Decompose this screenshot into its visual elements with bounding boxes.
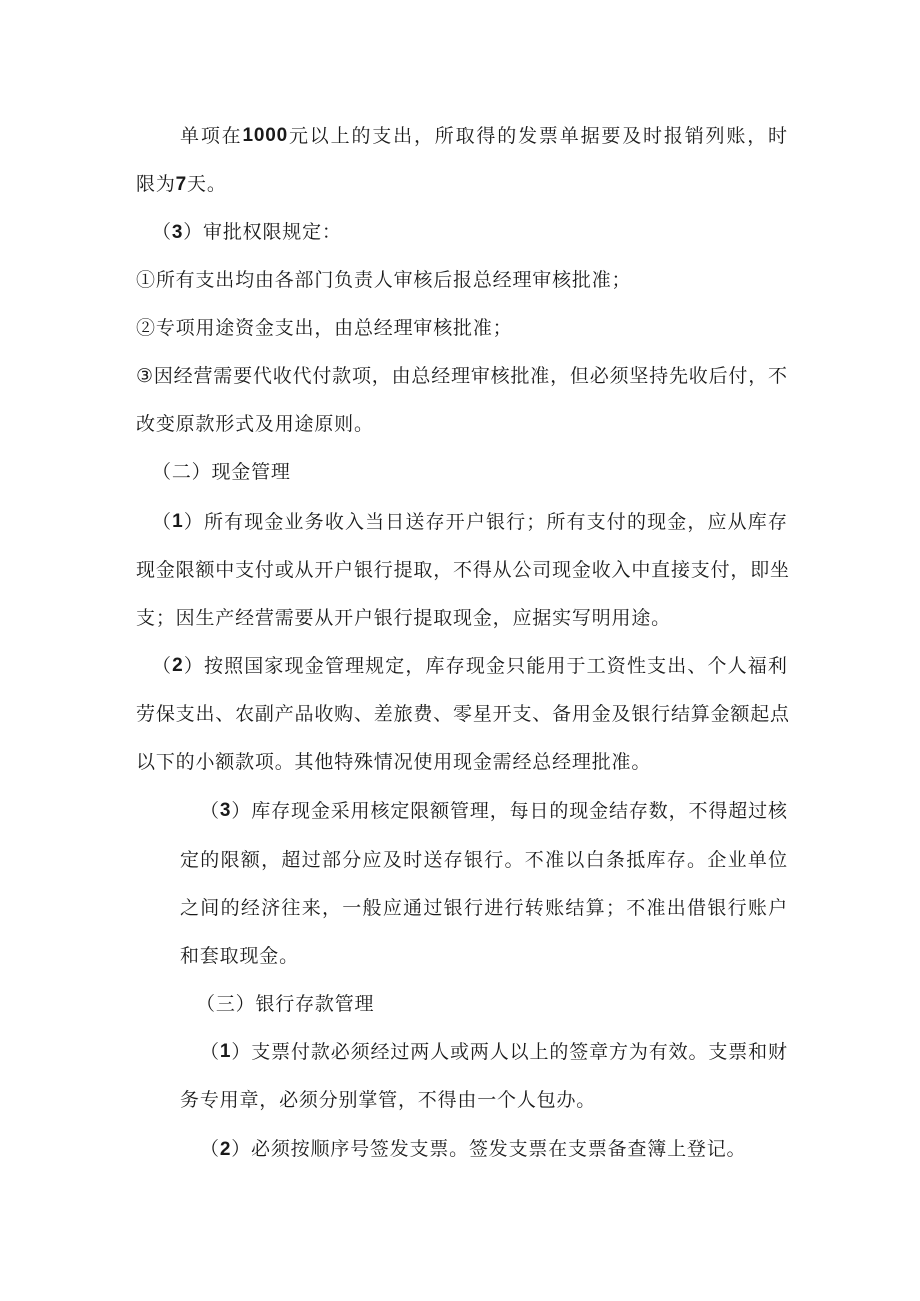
paragraph-line: （ 2 ） 按 照 国 家 现 金 管 理 规 定 ， 库 存 现 金 只 能 用 于 工 资 性 支 出 、 个 人 福 利	[152, 655, 788, 677]
paragraph-line: 以下的小额款项。其他特殊情况使用现金需经总经理批准。	[136, 751, 652, 773]
section-heading: （二）现金管理	[152, 461, 291, 483]
section-heading: （3）审批权限规定：	[152, 221, 342, 243]
paragraph-line: 支；因生产经营需要从开户银行提取现金，应据实写明用途。	[136, 607, 671, 629]
paragraph-line: 现 金 限 额 中 支 付 或 从 开 户 银 行 提 取 ， 不 得 从 公 司 现 金 收 入 中 直 接 支 付 ， 即 坐	[136, 559, 790, 581]
paragraph-line: 定 的 限 额 ， 超 过 部 分 应 及 时 送 存 银 行 。 不 准 以 白 条 抵 库 存 。 企 业 单 位	[180, 849, 788, 871]
paragraph-line: 之 间 的 经 济 往 来 ， 一 般 应 通 过 银 行 进 行 转 账 结 算 ； 不 准 出 借 银 行 账 户	[180, 897, 788, 919]
paragraph-line: （ 1 ） 支 票 付 款 必 须 经 过 两 人 或 两 人 以 上 的 签 章 方 为 有 效 。 支 票 和 财	[200, 1041, 788, 1063]
paragraph-line: 和套取现金。	[180, 945, 299, 967]
paragraph-line: 改变原款形式及用途原则。	[136, 413, 374, 435]
paragraph-line: （2）必须按顺序号签发支票。签发支票在支票备查簿上登记。	[200, 1138, 747, 1160]
paragraph-line: （ 1 ） 所 有 现 金 业 务 收 入 当 日 送 存 开 户 银 行 ； 所 有 支 付 的 现 金 ， 应 从 库 存	[152, 511, 788, 533]
section-heading: （三）银行存款管理	[196, 993, 375, 1015]
list-item: ②专项用途资金支出，由总经理审核批准；	[136, 317, 513, 339]
list-item: ①所有支出均由各部门负责人审核后报总经理审核批准；	[136, 269, 632, 291]
paragraph-line: 限为7天。	[136, 173, 227, 195]
paragraph-line: 劳 保 支 出 、 农 副 产 品 收 购 、 差 旅 费 、 零 星 开 支 、 备 用 金 及 银 行 结 算 金 额 起 点	[136, 703, 790, 725]
paragraph-line: 单 项 在 1000 元 以 上 的 支 出 ， 所 取 得 的 发 票 单 据 要 及 时 报 销 列 账 ， 时	[180, 125, 788, 147]
paragraph-line: 务专用章，必须分别掌管，不得由一个人包办。	[180, 1089, 597, 1111]
list-item: ③ 因 经 营 需 要 代 收 代 付 款 项 ， 由 总 经 理 审 核 批 准 ， 但 必 须 坚 持 先 收 后 付 ， 不	[136, 365, 788, 387]
paragraph-line: （ 3 ） 库 存 现 金 采 用 核 定 限 额 管 理 ， 每 日 的 现 金 结 存 数 ， 不 得 超 过 核	[200, 800, 788, 822]
